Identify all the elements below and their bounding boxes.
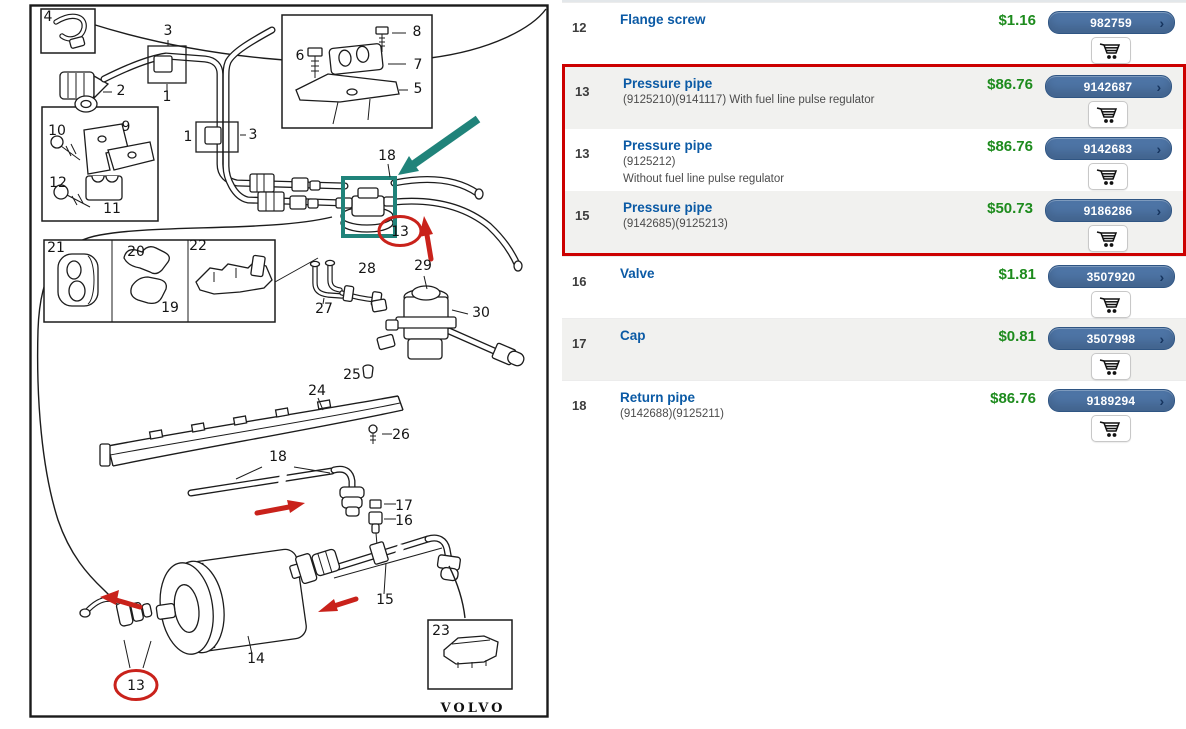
chevron-right-icon: › — [1159, 15, 1165, 31]
parts-row — [562, 318, 1186, 380]
part-name-link[interactable]: Cap — [620, 328, 646, 343]
part-number: 9189294 — [1086, 393, 1136, 408]
chevron-right-icon: › — [1159, 393, 1165, 409]
part-price: $1.16 — [998, 12, 1036, 29]
part-number-button[interactable] — [1045, 199, 1172, 222]
part-number-button[interactable] — [1048, 327, 1175, 350]
row-actions — [1033, 129, 1183, 191]
cart-icon — [1095, 104, 1121, 125]
row-actions — [1036, 257, 1186, 318]
diagram-callout: 28 — [358, 261, 376, 277]
parts-row — [562, 2, 1186, 64]
part-price: $86.76 — [987, 138, 1033, 155]
add-to-cart-button[interactable] — [1091, 415, 1131, 442]
diagram-callout: 8 — [412, 24, 422, 40]
row-actions — [1036, 319, 1186, 380]
diagram-callout: 30 — [472, 305, 490, 321]
part-price: $50.73 — [987, 200, 1033, 217]
part-name-link[interactable]: Pressure pipe — [623, 200, 713, 215]
row-actions — [1036, 381, 1186, 442]
part-name-link[interactable]: Return pipe — [620, 390, 696, 405]
part-info — [613, 129, 941, 191]
diagram-callout: 29 — [414, 258, 432, 274]
diagram-callout: 2 — [116, 83, 126, 99]
diagram-callout: 17 — [395, 498, 413, 514]
parts-diagram — [0, 0, 560, 724]
diagram-callout: 27 — [315, 301, 333, 317]
part-number: 982759 — [1090, 15, 1132, 30]
part-price: $0.81 — [998, 328, 1036, 345]
parts-list — [562, 0, 1186, 442]
chevron-right-icon: › — [1156, 79, 1162, 95]
diagram-callout: 3 — [163, 23, 173, 39]
diagram-callout: 22 — [189, 238, 207, 254]
part-number: 3507998 — [1086, 331, 1136, 346]
cart-icon — [1098, 418, 1124, 439]
diagram-callout: 1 — [162, 89, 172, 105]
add-to-cart-button[interactable] — [1091, 291, 1131, 318]
diagram-callout: 4 — [43, 9, 53, 25]
part-number: 9142687 — [1083, 79, 1133, 94]
add-to-cart-button[interactable] — [1088, 101, 1128, 128]
part-name-link[interactable]: Pressure pipe — [623, 76, 713, 91]
chevron-right-icon: › — [1156, 141, 1162, 157]
part-info — [610, 257, 944, 318]
part-number-button[interactable] — [1045, 75, 1172, 98]
diagram-callout: 12 — [49, 175, 67, 191]
part-description: (9142685)(9125213) — [623, 218, 728, 230]
part-number-button[interactable] — [1048, 11, 1175, 34]
parts-list-rows — [562, 2, 1186, 442]
diagram-callout: 19 — [161, 300, 179, 316]
part-info — [613, 67, 941, 129]
cart-icon — [1098, 294, 1124, 315]
parts-row — [565, 129, 1183, 191]
row-ref: 18 — [572, 398, 587, 413]
row-ref: 17 — [572, 336, 587, 351]
part-number-button[interactable] — [1048, 265, 1175, 288]
parts-row — [565, 67, 1183, 129]
volvo-logo: VOLVO — [440, 701, 506, 716]
diagram-callout: 14 — [247, 651, 265, 667]
chevron-right-icon: › — [1156, 203, 1162, 219]
part-number: 3507920 — [1086, 269, 1136, 284]
diagram-callout: 18 — [378, 148, 396, 164]
part-number: 9142683 — [1083, 141, 1133, 156]
diagram-callout: 26 — [392, 427, 410, 443]
diagram-callout: 6 — [295, 48, 305, 64]
part-number-button[interactable] — [1045, 137, 1172, 160]
row-actions — [1036, 3, 1186, 64]
diagram-callout: 25 — [343, 367, 361, 383]
part-number: 9186286 — [1083, 203, 1133, 218]
part-description: (9125212) — [623, 156, 676, 168]
diagram-callout: 1 — [183, 129, 193, 145]
part-info — [613, 191, 941, 253]
diagram-callout: 9 — [121, 119, 131, 135]
diagram-callout: 24 — [308, 383, 326, 399]
add-to-cart-button[interactable] — [1091, 37, 1131, 64]
parts-row — [562, 380, 1186, 442]
cart-icon — [1095, 166, 1121, 187]
diagram-callout: 13 — [391, 224, 409, 240]
part-price: $86.76 — [990, 390, 1036, 407]
row-ref: 16 — [572, 274, 587, 289]
row-actions — [1033, 191, 1183, 253]
part-description: (9125210)(9141117) With fuel line pulse regulator — [623, 94, 875, 106]
part-info — [610, 3, 944, 64]
part-description: (9142688)(9125211) — [620, 408, 725, 420]
diagram-callout: 15 — [376, 592, 394, 608]
part-info — [610, 319, 944, 380]
add-to-cart-button[interactable] — [1088, 163, 1128, 190]
diagram-callout: 13 — [127, 678, 145, 694]
row-actions — [1033, 67, 1183, 129]
diagram-callout: 18 — [269, 449, 287, 465]
diagram-callout: 16 — [395, 513, 413, 529]
diagram-callout: 23 — [432, 623, 450, 639]
add-to-cart-button[interactable] — [1091, 353, 1131, 380]
cart-icon — [1098, 40, 1124, 61]
diagram-callout: 3 — [248, 127, 258, 143]
cart-icon — [1098, 356, 1124, 377]
diagram-callout: 21 — [47, 240, 65, 256]
parts-row — [562, 256, 1186, 318]
diagram-canvas — [0, 0, 560, 724]
part-name-link[interactable]: Valve — [620, 266, 655, 281]
diagram-callout: 10 — [48, 123, 66, 139]
part-description: Without fuel line pulse regulator — [623, 172, 785, 185]
parts-row — [565, 191, 1183, 253]
row-ref: 12 — [572, 20, 587, 35]
chevron-right-icon: › — [1159, 269, 1165, 285]
add-to-cart-button[interactable] — [1088, 225, 1128, 252]
row-ref: 15 — [575, 208, 590, 223]
diagram-callout: 5 — [413, 81, 423, 97]
part-price: $1.81 — [998, 266, 1036, 283]
part-number-button[interactable] — [1048, 389, 1175, 412]
chevron-right-icon: › — [1159, 331, 1165, 347]
part-name-link[interactable]: Pressure pipe — [623, 138, 713, 153]
cart-icon — [1095, 228, 1121, 249]
part-name-link[interactable]: Flange screw — [620, 12, 706, 27]
part-info — [610, 381, 944, 442]
diagram-callout: 7 — [413, 57, 423, 73]
part-price: $86.76 — [987, 76, 1033, 93]
row-ref: 13 — [575, 146, 590, 161]
diagram-callout: 11 — [103, 201, 121, 217]
diagram-callout: 20 — [127, 244, 145, 260]
highlighted-rows-group — [562, 64, 1186, 256]
row-ref: 13 — [575, 84, 590, 99]
